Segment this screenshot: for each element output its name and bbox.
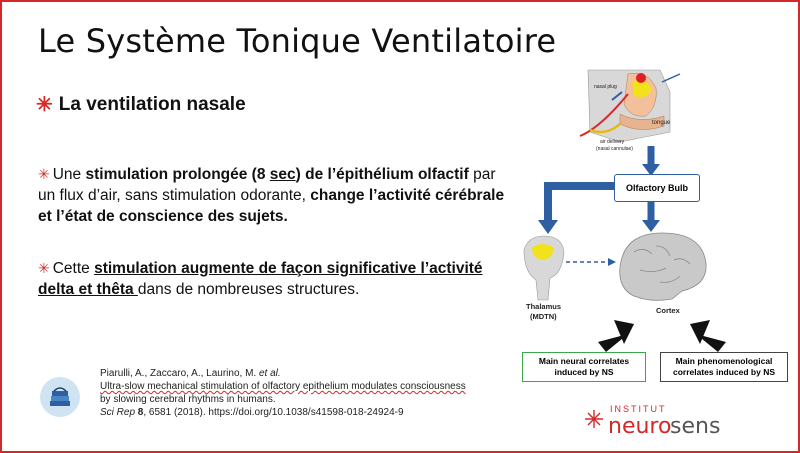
citation-journal: Sci Rep — [100, 407, 136, 418]
bullet-2-text-a: Cette — [52, 260, 95, 277]
olfactory-bulb-label: Olfactory Bulb — [625, 183, 688, 193]
bullet-1-text-a: Une — [52, 166, 86, 183]
bullet-1-text-d: par un flux d’air, sans stimulation odorante, — [38, 166, 496, 204]
bullet-1-text-e: change l’activité cérébrale et l’état de conscience des sujets. — [38, 187, 505, 225]
asterisk-icon: ✳ — [36, 94, 53, 116]
mdtn-label: (MDTN) — [530, 312, 557, 321]
phenomenological-correlates-label: Main phenomenological correlates induced by NS — [672, 356, 776, 377]
citation-title-2: by slowing cerebral rhythms in humans. — [100, 394, 276, 405]
bullet-1-text-b: stimulation prolongée (8 — [85, 166, 270, 183]
section-heading-text: La ventilation nasale — [58, 94, 246, 115]
citation-authors: Piarulli, A., Zaccaro, A., Laurino, M. — [100, 368, 259, 379]
bullet-asterisk-icon: ✳ — [38, 166, 50, 182]
olfactory-diagram — [510, 62, 800, 392]
slide-title: Le Système Tonique Ventilatoire — [38, 22, 557, 60]
thalamus-illustration — [524, 236, 564, 300]
neural-correlates-box — [522, 352, 646, 382]
citation-doi[interactable]: , 6581 (2018). https://doi.org/10.1038/s41598-018-24924-9 — [143, 407, 404, 418]
bullet-1-text-sec: sec — [269, 166, 296, 183]
citation-title-1: Ultra-slow mechanical stimulation of olfactory epithelium modulates consciousness — [100, 381, 466, 392]
bullet-2-text-b: stimulation augmente de façon significative l’activité delta et thêta — [38, 260, 483, 298]
logo-institut-text: INSTITUT — [610, 404, 667, 414]
cortex-label: Cortex — [656, 306, 680, 315]
thalamus-label: Thalamus — [526, 302, 562, 311]
neural-correlates-label: Main neural correlates induced by NS — [538, 356, 630, 377]
bullet-2-text-c: dans de nombreuses structures. — [137, 281, 360, 298]
bullet-2 — [38, 258, 508, 300]
citation — [100, 367, 500, 419]
olfactory-bulb-box — [614, 174, 700, 202]
logo-neuro-text: neuro — [608, 414, 672, 439]
section-heading — [36, 94, 246, 116]
nasal-cannulae-label: (nasal cannulae) — [596, 146, 633, 152]
tongue-label: tongue — [652, 120, 671, 126]
bullet-1 — [38, 164, 508, 227]
citation-etal: et al. — [258, 368, 281, 379]
bullet-1-text-c: ) de l’épithélium olfactif — [295, 166, 469, 183]
head-illustration — [580, 70, 680, 142]
nasal-plug-label: nasal plug — [594, 84, 617, 90]
air-delivery-label: air delivery — [600, 139, 625, 145]
phenomenological-correlates-box — [660, 352, 788, 382]
books-icon — [40, 377, 80, 417]
institut-neurosens-logo — [584, 402, 734, 444]
bullet-asterisk-icon: ✳ — [38, 260, 50, 276]
citation-volume: 8 — [135, 407, 144, 418]
cortex-illustration — [620, 233, 706, 300]
logo-sens-text: sens — [670, 414, 721, 439]
